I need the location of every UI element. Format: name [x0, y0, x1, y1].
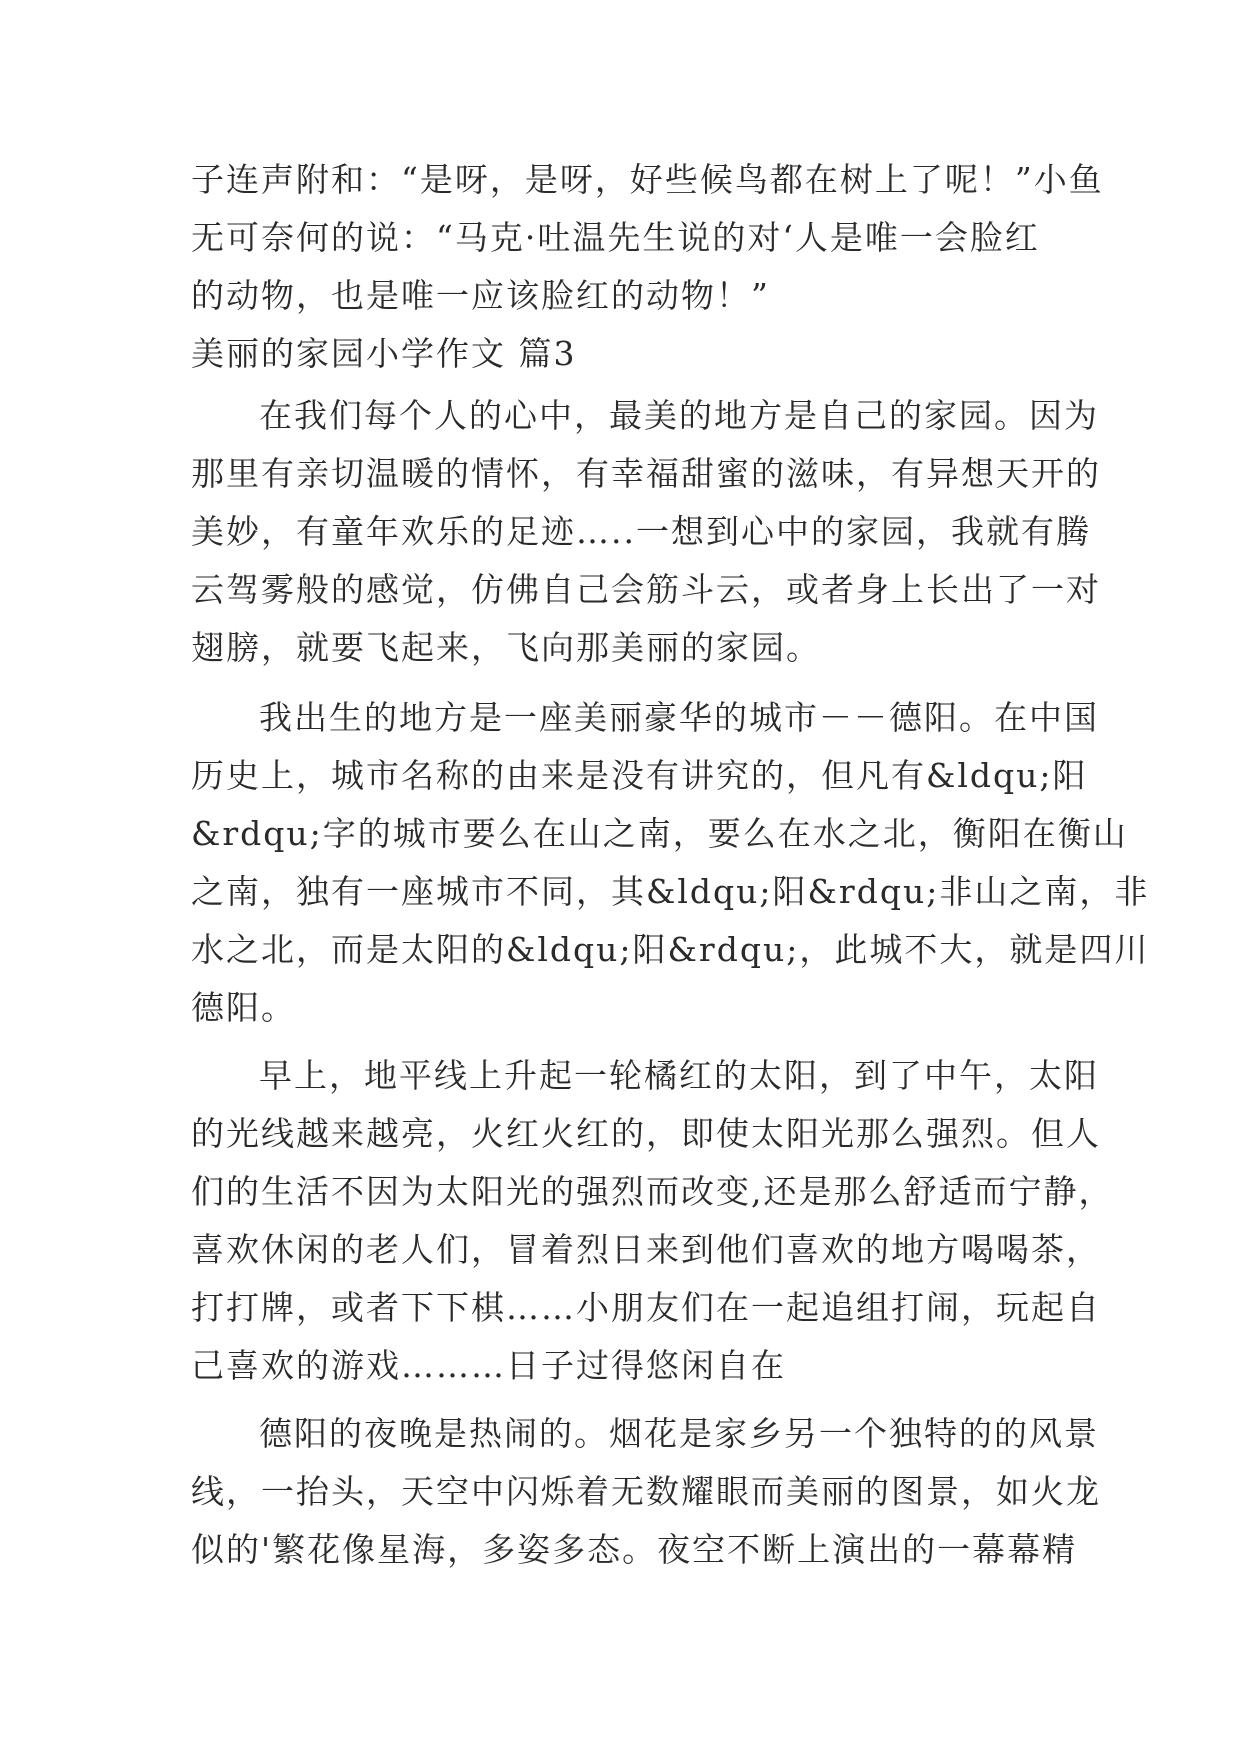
text-line: 水之北，而是太阳的&ldqu;阳&rdqu;，此城不大，就是四川: [191, 930, 1150, 969]
text-line: 们的生活不因为太阳光的强烈而改变,还是那么舒适而宁静，: [191, 1172, 1114, 1211]
text-line: 子连声附和：“是呀，是呀，好些候鸟都在树上了呢！”小鱼: [191, 160, 1104, 199]
text-line: 早上，地平线上升起一轮橘红的太阳，到了中午，太阳: [259, 1056, 1099, 1095]
section-heading: 美丽的家园小学作文 篇3: [191, 334, 577, 373]
text-line: 那里有亲切温暖的情怀，有幸福甜蜜的滋味，有异想天开的: [191, 454, 1101, 493]
text-line: 无可奈何的说：“马克·吐温先生说的对‘人是唯一会脸红: [191, 218, 1040, 257]
text-line: 打打牌，或者下下棋……小朋友们在一起追组打闹，玩起自: [191, 1288, 1101, 1327]
text-line: 的动物，也是唯一应该脸红的动物！”: [191, 276, 770, 315]
text-line: 美妙，有童年欢乐的足迹…..一想到心中的家园，我就有腾: [191, 512, 1091, 551]
text-line: &rdqu;字的城市要么在山之南，要么在水之北，衡阳在衡山: [191, 814, 1128, 853]
text-line: 历史上，城市名称的由来是没有讲究的，但凡有&ldqu;阳: [191, 756, 1088, 795]
text-line: 翅膀，就要飞起来，飞向那美丽的家园。: [191, 628, 821, 667]
text-line: 喜欢休闲的老人们，冒着烈日来到他们喜欢的地方喝喝茶，: [191, 1230, 1101, 1269]
text-line: 我出生的地方是一座美丽豪华的城市－－德阳。在中国: [259, 698, 1099, 737]
text-line: 德阳。: [191, 988, 296, 1027]
text-line: 之南，独有一座城市不同，其&ldqu;阳&rdqu;非山之南，非: [191, 872, 1150, 911]
text-line: 己喜欢的游戏………日子过得悠闲自在: [191, 1346, 786, 1385]
text-line: 似的'繁花像星海，多姿多态。夜空不断上演出的一幕幕精: [191, 1530, 1078, 1569]
text-line: 德阳的夜晚是热闹的。烟花是家乡另一个独特的的风景: [259, 1414, 1099, 1453]
text-line: 在我们每个人的心中，最美的地方是自己的家园。因为: [259, 396, 1099, 435]
text-line: 的光线越来越亮，火红火红的，即使太阳光那么强烈。但人: [191, 1114, 1101, 1153]
text-line: 云驾雾般的感觉，仿佛自己会筋斗云，或者身上长出了一对: [191, 570, 1101, 609]
text-line: 线，一抬头，天空中闪烁着无数耀眼而美丽的图景，如火龙: [191, 1472, 1101, 1511]
